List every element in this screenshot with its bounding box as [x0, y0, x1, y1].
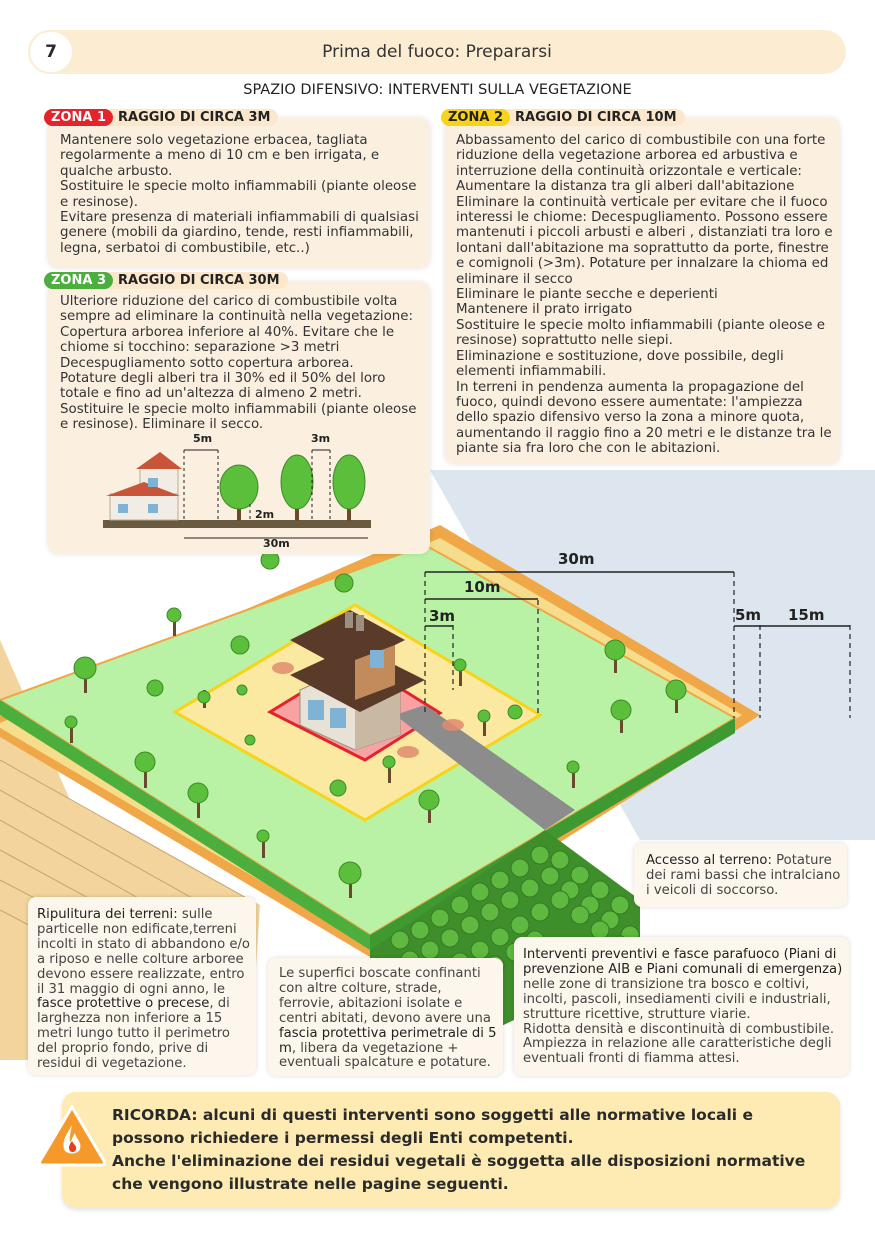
- zone1-tag: ZONA 1: [44, 109, 113, 126]
- reminder-line-1: RICORDA: alcuni di questi interventi sono soggetti alle normative locali e possono richiedere i permessi degli Enti competenti.: [112, 1106, 754, 1147]
- dim-15m: 15m: [788, 606, 825, 624]
- ripulitura-text1: sulle particelle non edificate,terreni incolti in stato di abbandono e/o a riposo e nelle colture arboree devono essere realizzate, entro il 31 maggio di ogni anno, le: [37, 907, 250, 997]
- zone3-tag: ZONA 3: [44, 272, 113, 289]
- zone1-label: RAGGIO DI CIRCA 3M: [118, 110, 271, 125]
- access-title: Accesso al terreno:: [646, 853, 772, 868]
- dim-3m: 3m: [429, 607, 456, 625]
- ripulitura-text2: , di larghezza non inferiore a 15 metri lungo tutto il perimetro del proprio fondo, prive di residui di vegetazione.: [37, 996, 230, 1072]
- zone3-mini-diagram: [48, 282, 430, 554]
- zone2-text-1: Abbassamento del carico di combustibile con una forte riduzione della vegetazione arborea ed arbustiva e interruzione della continuità orizzontale e verticale:: [456, 133, 826, 179]
- zone2-text-5: Mantenere il prato irrigato: [456, 302, 633, 318]
- zone3-text-2: Decespugliamento sotto copertura arborea.: [60, 355, 354, 371]
- ripulitura-note: [28, 897, 256, 1075]
- fire-warning-icon: [36, 1103, 108, 1167]
- dim-10m: 10m: [464, 578, 501, 596]
- reminder-line-2: Anche l'eliminazione dei residui vegetali è soggetta alle disposizioni normative che vengono illustrate nelle pagine seguenti.: [112, 1152, 806, 1193]
- mini-label-2m: 2m: [255, 508, 275, 521]
- zone2-text-2: Aumentare la distanza tra gli alberi dall'abitazione: [456, 179, 795, 195]
- zone3-text-1: Ulteriore riduzione del carico di combustibile volta sempre ad eliminare la continuità nella vegetazione: Copertura arborea inferiore al 40%. Evitare che le chiome si tocchino: separazione >3 metri: [60, 294, 414, 356]
- superfici-note: [268, 958, 503, 1076]
- superfici-bold: fascia protettiva perimetrale di 5 m: [279, 1025, 497, 1056]
- zone1-text-1: Mantenere solo vegetazione erbacea, tagliata regolarmente a meno di 10 cm e ben irrigata, e qualche arbusto.: [60, 133, 380, 179]
- interventi-text3: Ampiezza in relazione alle caratteristiche degli eventuali fronti di fiamma attesi.: [523, 1036, 832, 1067]
- zone2-tag: ZONA 2: [441, 109, 510, 126]
- zone3-text-3: Potature degli alberi tra il 30% ed il 50% del loro totale e fino ad un'altezza di almeno 2 metri. Sostituire le specie molto infiammabili (piante oleose e resinose). Eliminare il secco.: [60, 371, 417, 433]
- mini-label-5m: 5m: [193, 432, 213, 445]
- dim-5m: 5m: [735, 606, 762, 624]
- zone2-text-6: Sostituire le specie molto infiammabili (piante oleose e resinose) soprattutto nelle siepi.: [456, 317, 825, 349]
- mini-label-3m: 3m: [311, 432, 331, 445]
- interventi-note: [514, 937, 849, 1076]
- section-title: SPAZIO DIFENSIVO: INTERVENTI SULLA VEGETAZIONE: [243, 82, 632, 98]
- zone3-box: [48, 282, 430, 554]
- interventi-text2: Ridotta densità e discontinuità di combustibile.: [523, 1021, 835, 1037]
- zone1-header: [44, 109, 278, 126]
- zone2-header: [441, 109, 685, 126]
- dim-30m: 30m: [558, 550, 595, 568]
- zone2-text-4: Eliminare le piante secche e deperienti: [456, 287, 718, 303]
- zone2-label: RAGGIO DI CIRCA 10M: [515, 110, 677, 125]
- superfici-text1: Le superfici boscate confinanti con altre colture, strade, ferrovie, abitazioni isolate e centri abitati, devono avere una: [279, 966, 491, 1026]
- zone2-text-8: In terreni in pendenza aumenta la propagazione del fuoco, quindi devono essere aumentate: l'ampiezza dello spazio difensivo verso la zona a minore quota, aumentando il raggio fino a 20 metri e le distanze tra le piante sia fra loro che con le abitazioni.: [456, 379, 832, 457]
- access-text: Potature dei rami bassi che intralciano i veicoli di soccorso.: [646, 853, 841, 898]
- zone2-box: [445, 118, 840, 464]
- zone3-header: [44, 272, 288, 289]
- zone1-text-3: Evitare presenza di materiali infiammabili di qualsiasi genere (mobili da giardino, tende, resti infiammabili, legna, serbatoi di combustibile, etc..): [60, 210, 419, 256]
- page-title: Prima del fuoco: Prepararsi: [322, 42, 552, 62]
- zone2-text-7: Eliminazione e sostituzione, dove possibile, degli elementi infiammabili.: [456, 348, 784, 380]
- ripulitura-title: Ripulitura dei terreni:: [37, 907, 178, 922]
- access-note: [634, 843, 847, 907]
- ripulitura-bold: fasce protettive o precese: [37, 996, 210, 1012]
- interventi-title: Interventi preventivi e fasce parafuoco (Piani di prevenzione AIB e Piani comunali di emergenza): [523, 947, 843, 977]
- superfici-text2: , libera da vegetazione + eventuali spalcature e potature.: [279, 1040, 491, 1071]
- zone1-box: [48, 118, 430, 268]
- mini-label-30m: 30m: [263, 537, 290, 550]
- zone3-label: RAGGIO DI CIRCA 30M: [118, 273, 280, 288]
- zone1-text-2: Sostituire le specie molto infiammabili (piante oleose e resinose).: [60, 179, 417, 210]
- zone2-text-3: Eliminare la continuità verticale per evitare che il fuoco interessi le chiome: Decespugliamento. Possono essere mantenuti i piccoli arbusti e alberi , distanziati tra loro e lontani dall'abitazione ma soprattutto da porte, finestre e comignoli (>3m). Potature per innalzare la chioma ed eliminare il secco: [456, 194, 833, 287]
- interventi-text: nelle zone di transizione tra bosco e coltivi, incolti, pascoli, insediamenti civili e industriali, strutture ricettive, strutture viarie.: [523, 976, 831, 1022]
- page-number: 7: [30, 32, 72, 72]
- reminder-box: [62, 1092, 840, 1208]
